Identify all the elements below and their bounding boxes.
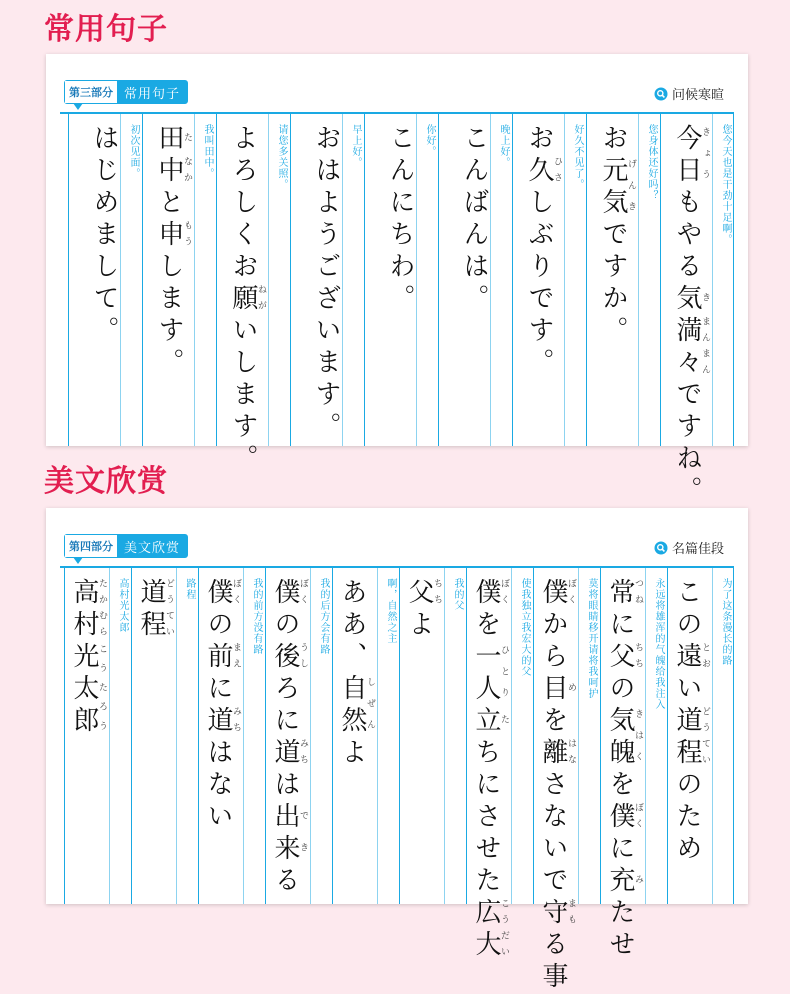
grid-line xyxy=(712,114,713,446)
grid-line xyxy=(243,568,244,904)
part-name: 美文欣赏 xyxy=(117,535,187,557)
part-name: 常用句子 xyxy=(117,81,187,103)
grid-line xyxy=(490,114,491,446)
furigana: み xyxy=(633,866,643,898)
translation-text: 我叫田中。 xyxy=(202,124,213,179)
grid-line xyxy=(332,568,333,904)
grid-line xyxy=(399,568,400,904)
translation-text: 啊，自然之主 xyxy=(385,578,396,644)
grid-line xyxy=(194,114,195,446)
japanese-sentence: ああ、自然しぜんよ xyxy=(337,578,375,770)
japanese-sentence: お元気げんきですか。 xyxy=(598,124,636,348)
furigana: まんまん xyxy=(700,316,710,380)
grid-line xyxy=(416,114,417,446)
grid-line xyxy=(533,568,534,904)
grid-line xyxy=(68,114,69,446)
furigana: き xyxy=(700,284,710,316)
grid-line xyxy=(176,568,177,904)
magnifier-icon xyxy=(654,541,668,555)
grid-border xyxy=(733,568,734,904)
furigana: ぼく xyxy=(231,578,241,610)
furigana: こうだい xyxy=(499,898,509,962)
furigana: ぼく xyxy=(298,578,308,610)
grid-line xyxy=(342,114,343,446)
grid-line xyxy=(216,114,217,446)
grid-line xyxy=(444,568,445,904)
japanese-sentence: はじめまして。 xyxy=(89,124,119,348)
topic-text: 问候寒暄 xyxy=(671,88,724,103)
grid-line xyxy=(600,568,601,904)
grid-line xyxy=(142,114,143,446)
furigana: たかむら xyxy=(97,578,107,642)
translation-text: 好久不见了。 xyxy=(572,124,583,190)
translation-text: 您身体还好吗？ xyxy=(646,124,657,201)
grid-line xyxy=(120,114,121,446)
japanese-sentence: 僕ぼくの後うしろに道みちは出来できる xyxy=(270,578,308,898)
japanese-sentence: こんばんは。 xyxy=(459,124,489,316)
japanese-sentence: 常つねに父ちちの気魄きはくを僕ぼくに充みたせ xyxy=(605,578,643,962)
furigana: どうてい xyxy=(164,578,174,642)
japanese-sentence: 僕ぼくを一人ひとり立たちにさせた広大こうだい xyxy=(471,578,509,962)
grid-line xyxy=(310,568,311,904)
japanese-sentence: この遠とおい道程どうていのため xyxy=(672,578,710,866)
translation-text: 我的后方会有路 xyxy=(318,578,329,655)
translation-text: 晚上好。 xyxy=(498,124,509,168)
japanese-sentence: 高村たかむら光太郎こうたろう xyxy=(69,578,107,738)
japanese-sentence: 今日きょうもやる気き満々まんまんですね。 xyxy=(672,124,710,508)
furigana: でき xyxy=(298,802,308,866)
furigana: こうたろう xyxy=(97,642,107,738)
grid-line xyxy=(578,568,579,904)
japanese-sentence: 僕ぼくから目めを離はなさないで守まもる事 xyxy=(538,578,576,994)
part-tag xyxy=(64,80,188,104)
furigana: きはく xyxy=(633,706,643,770)
grid-line xyxy=(564,114,565,446)
grid-line xyxy=(660,114,661,446)
translation-text: 路程 xyxy=(184,578,195,600)
grid-line xyxy=(645,568,646,904)
literature-card xyxy=(46,508,748,994)
furigana: はな xyxy=(566,738,576,770)
furigana: しぜん xyxy=(365,674,375,738)
translation-text: 你好。 xyxy=(424,124,435,157)
translation-text: 早上好。 xyxy=(350,124,361,168)
grid-line xyxy=(131,568,132,904)
part-number: 第三部分 xyxy=(65,81,117,103)
grid-line xyxy=(364,114,365,446)
grid-line xyxy=(109,568,110,904)
furigana: ねが xyxy=(256,284,266,316)
card-header xyxy=(46,508,748,564)
furigana: もう xyxy=(182,220,192,252)
translation-text: 使我独立我宏大的父 xyxy=(519,578,530,677)
japanese-sentence: 道程どうてい xyxy=(136,578,174,642)
furigana: た xyxy=(182,124,192,156)
furigana: ぼく xyxy=(633,802,643,834)
topic-label xyxy=(654,84,724,103)
furigana: なか xyxy=(182,156,192,188)
furigana: ちち xyxy=(633,642,643,674)
japanese-sentence: 父ちちよ xyxy=(404,578,442,642)
grid-line xyxy=(265,568,266,904)
grid-line xyxy=(377,568,378,904)
magnifier-icon xyxy=(654,87,668,101)
furigana: げんき xyxy=(626,156,636,220)
grid-line xyxy=(511,568,512,904)
grid-line xyxy=(586,114,587,446)
furigana: みち xyxy=(298,738,308,770)
translation-text: 请您多关照。 xyxy=(276,124,287,190)
japanese-sentence: 田た中なかと申もうします。 xyxy=(154,124,192,380)
furigana: きょう xyxy=(700,124,710,188)
grid-line xyxy=(290,114,291,446)
grid-line xyxy=(667,568,668,904)
section-title-phrases: 常用句子 xyxy=(44,12,168,47)
furigana: ぼく xyxy=(499,578,509,610)
japanese-sentence: よろしくお願ねがいします。 xyxy=(228,124,266,476)
grid-line xyxy=(712,568,713,904)
grid-line xyxy=(198,568,199,904)
furigana: まえ xyxy=(231,642,241,674)
card-header xyxy=(46,54,748,110)
translation-text: 初次见面。 xyxy=(128,124,139,179)
furigana: ぼく xyxy=(566,578,576,610)
furigana: め xyxy=(566,674,576,706)
section-title-literature: 美文欣赏 xyxy=(44,464,168,499)
translation-text: 我的父 xyxy=(452,578,463,611)
grid-line xyxy=(438,114,439,446)
grid-line xyxy=(638,114,639,446)
translation-text: 我的前方没有路 xyxy=(251,578,262,655)
furigana: ひさ xyxy=(552,156,562,188)
furigana: まも xyxy=(566,898,576,930)
grid-border xyxy=(733,114,734,446)
furigana: うし xyxy=(298,642,308,674)
translation-text: 高村光太郎 xyxy=(117,578,128,633)
translation-text: 为了这条漫长的路 xyxy=(720,578,731,666)
japanese-sentence: お久ひさしぶりです。 xyxy=(524,124,562,380)
translation-text: 莫将眼睛移开请将我呵护 xyxy=(586,578,597,699)
furigana: みち xyxy=(231,706,241,738)
translation-text: 您今天也是干劲十足啊。 xyxy=(720,124,731,245)
part-number: 第四部分 xyxy=(65,535,117,557)
furigana: ちち xyxy=(432,578,442,610)
furigana: どうてい xyxy=(700,706,710,770)
part-tag xyxy=(64,534,188,558)
furigana: ひとり xyxy=(499,642,509,706)
furigana: つね xyxy=(633,578,643,610)
japanese-sentence: 僕ぼくの前まえに道みちはない xyxy=(203,578,241,834)
japanese-sentence: こんにちわ。 xyxy=(385,124,415,316)
furigana: とお xyxy=(700,642,710,674)
topic-text: 名篇佳段 xyxy=(671,542,724,557)
grid-line xyxy=(268,114,269,446)
translation-text: 永远将雄浑的气魄给我注入 xyxy=(653,578,664,710)
grid-line xyxy=(64,568,65,904)
furigana: た xyxy=(499,706,509,738)
grid-line xyxy=(512,114,513,446)
poem-grid xyxy=(60,566,734,994)
grid-line xyxy=(466,568,467,904)
topic-label xyxy=(654,538,724,557)
japanese-sentence: おはようございます。 xyxy=(311,124,341,444)
